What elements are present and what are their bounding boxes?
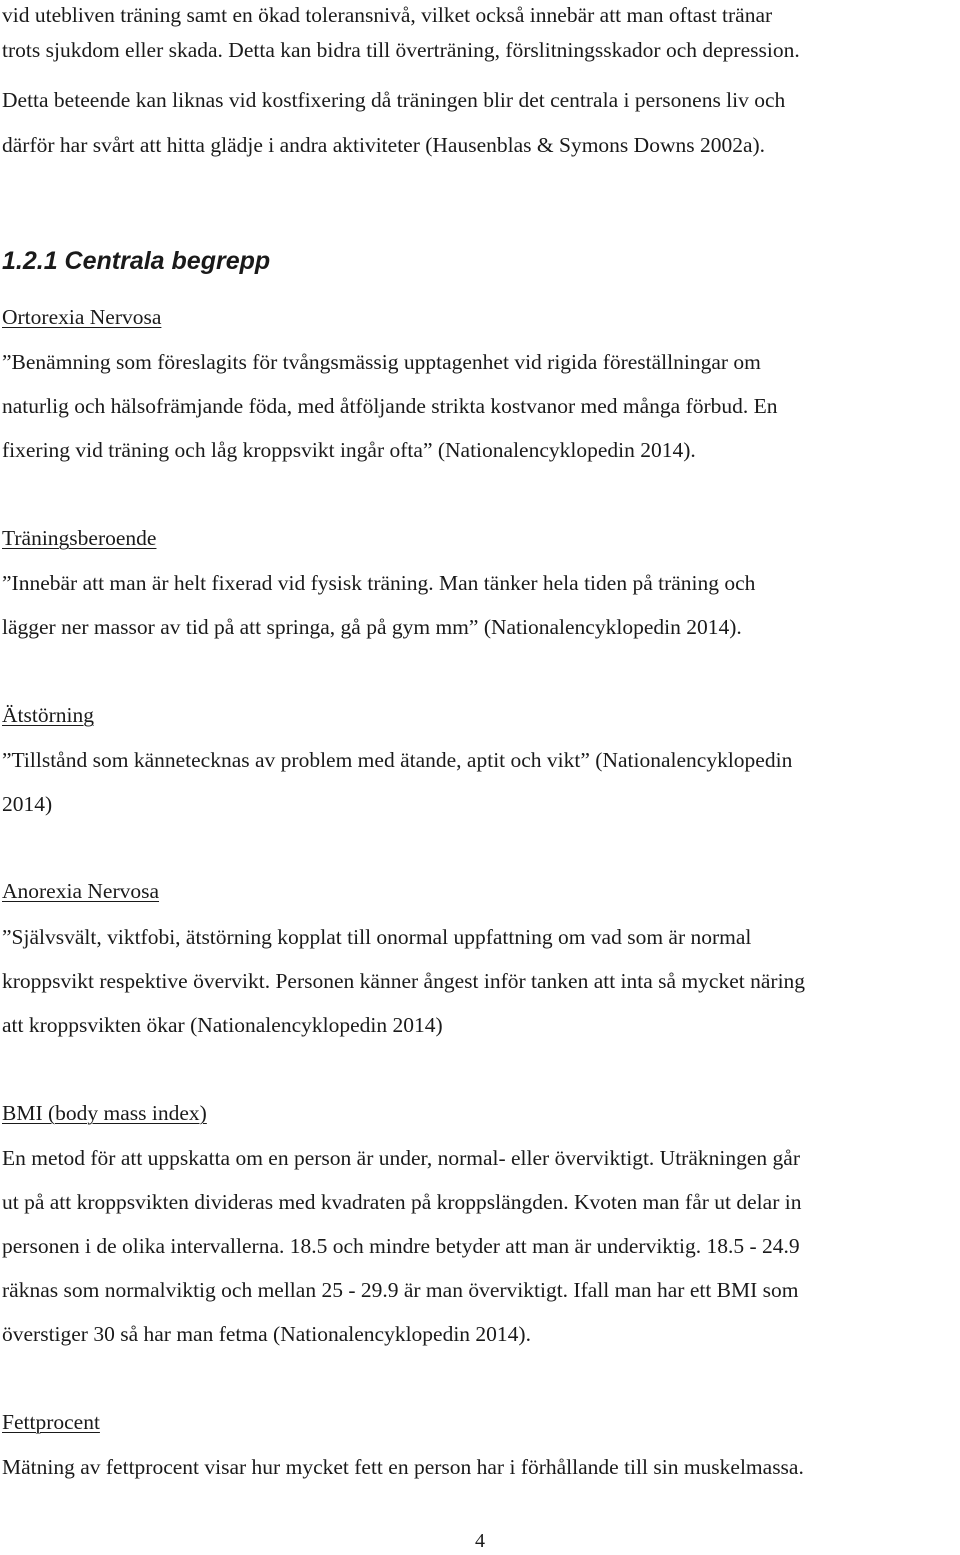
text-line: ”Tillstånd som kännetecknas av problem med ätande, aptit och vikt” (Nationalencyklopedin [2, 748, 793, 772]
text-line: trots sjukdom eller skada. Detta kan bidra till överträning, förslitningsskador och depression. [2, 38, 800, 62]
section-heading: 1.2.1 Centrala begrepp [2, 247, 271, 275]
text-line: Mätning av fettprocent visar hur mycket fett en person har i förhållande till sin muskelmassa. [2, 1455, 804, 1479]
text-line: kroppsvikt respektive övervikt. Personen känner ångest inför tanken att inta så mycket näring [2, 969, 806, 993]
text-line: naturlig och hälsofrämjande föda, med åtföljande strikta kostvanor med många förbud. En [2, 394, 778, 418]
term-title-wrapper [2, 1407, 100, 1437]
text-line: En metod för att uppskatta om en person är under, normal- eller överviktigt. Uträkningen går [2, 1146, 800, 1170]
term-title: Anorexia Nervosa [2, 879, 160, 903]
term-title-wrapper [2, 876, 159, 906]
term-title-wrapper [2, 1098, 207, 1128]
text-line: överstiger 30 så har man fetma (Nationalencyklopedin 2014). [2, 1322, 531, 1346]
text-line: personen i de olika intervallerna. 18.5 och mindre betyder att man är underviktig. 18.5 - 24.9 [2, 1234, 800, 1258]
term-title-wrapper [2, 700, 94, 730]
text-line: fixering vid träning och låg kroppsvikt ingår ofta” (Nationalencyklopedin 2014). [2, 438, 696, 462]
text-line: vid utebliven träning samt en ökad toleransnivå, vilket också innebär att man oftast tränar [2, 3, 773, 27]
text-line: 2014) [2, 792, 53, 816]
term-title: Ortorexia Nervosa [2, 305, 162, 329]
term-title: Ätstörning [2, 703, 94, 727]
term-title: Träningsberoende [2, 526, 157, 550]
text-line: Detta beteende kan liknas vid kostfixering då träningen blir det centrala i personens liv och [2, 88, 786, 112]
text-line: att kroppsvikten ökar (Nationalencyklopedin 2014) [2, 1013, 443, 1037]
text-line: därför har svårt att hitta glädje i andra aktiviteter (Hausenblas & Symons Downs 2002a). [2, 133, 766, 157]
page-number: 4 [475, 1530, 485, 1552]
term-title-wrapper [2, 523, 156, 553]
term-title-wrapper [2, 302, 161, 332]
term-title: Fettprocent [2, 1410, 100, 1434]
text-line: ut på att kroppsvikten divideras med kvadraten på kroppslängden. Kvoten man får ut delar in [2, 1190, 802, 1214]
text-line: ”Benämning som föreslagits för tvångsmässig upptagenhet vid rigida föreställningar om [2, 350, 761, 374]
text-line: ”Självsvält, viktfobi, ätstörning kopplat till onormal uppfattning om vad som är normal [2, 925, 752, 949]
text-line: lägger ner massor av tid på att springa, gå på gym mm” (Nationalencyklopedin 2014). [2, 615, 742, 639]
text-line: ”Innebär att man är helt fixerad vid fysisk träning. Man tänker hela tiden på träning och [2, 571, 756, 595]
term-title: BMI (body mass index) [2, 1101, 207, 1125]
text-line: räknas som normalviktig och mellan 25 - 29.9 är man överviktigt. Ifall man har ett BMI som [2, 1278, 799, 1302]
